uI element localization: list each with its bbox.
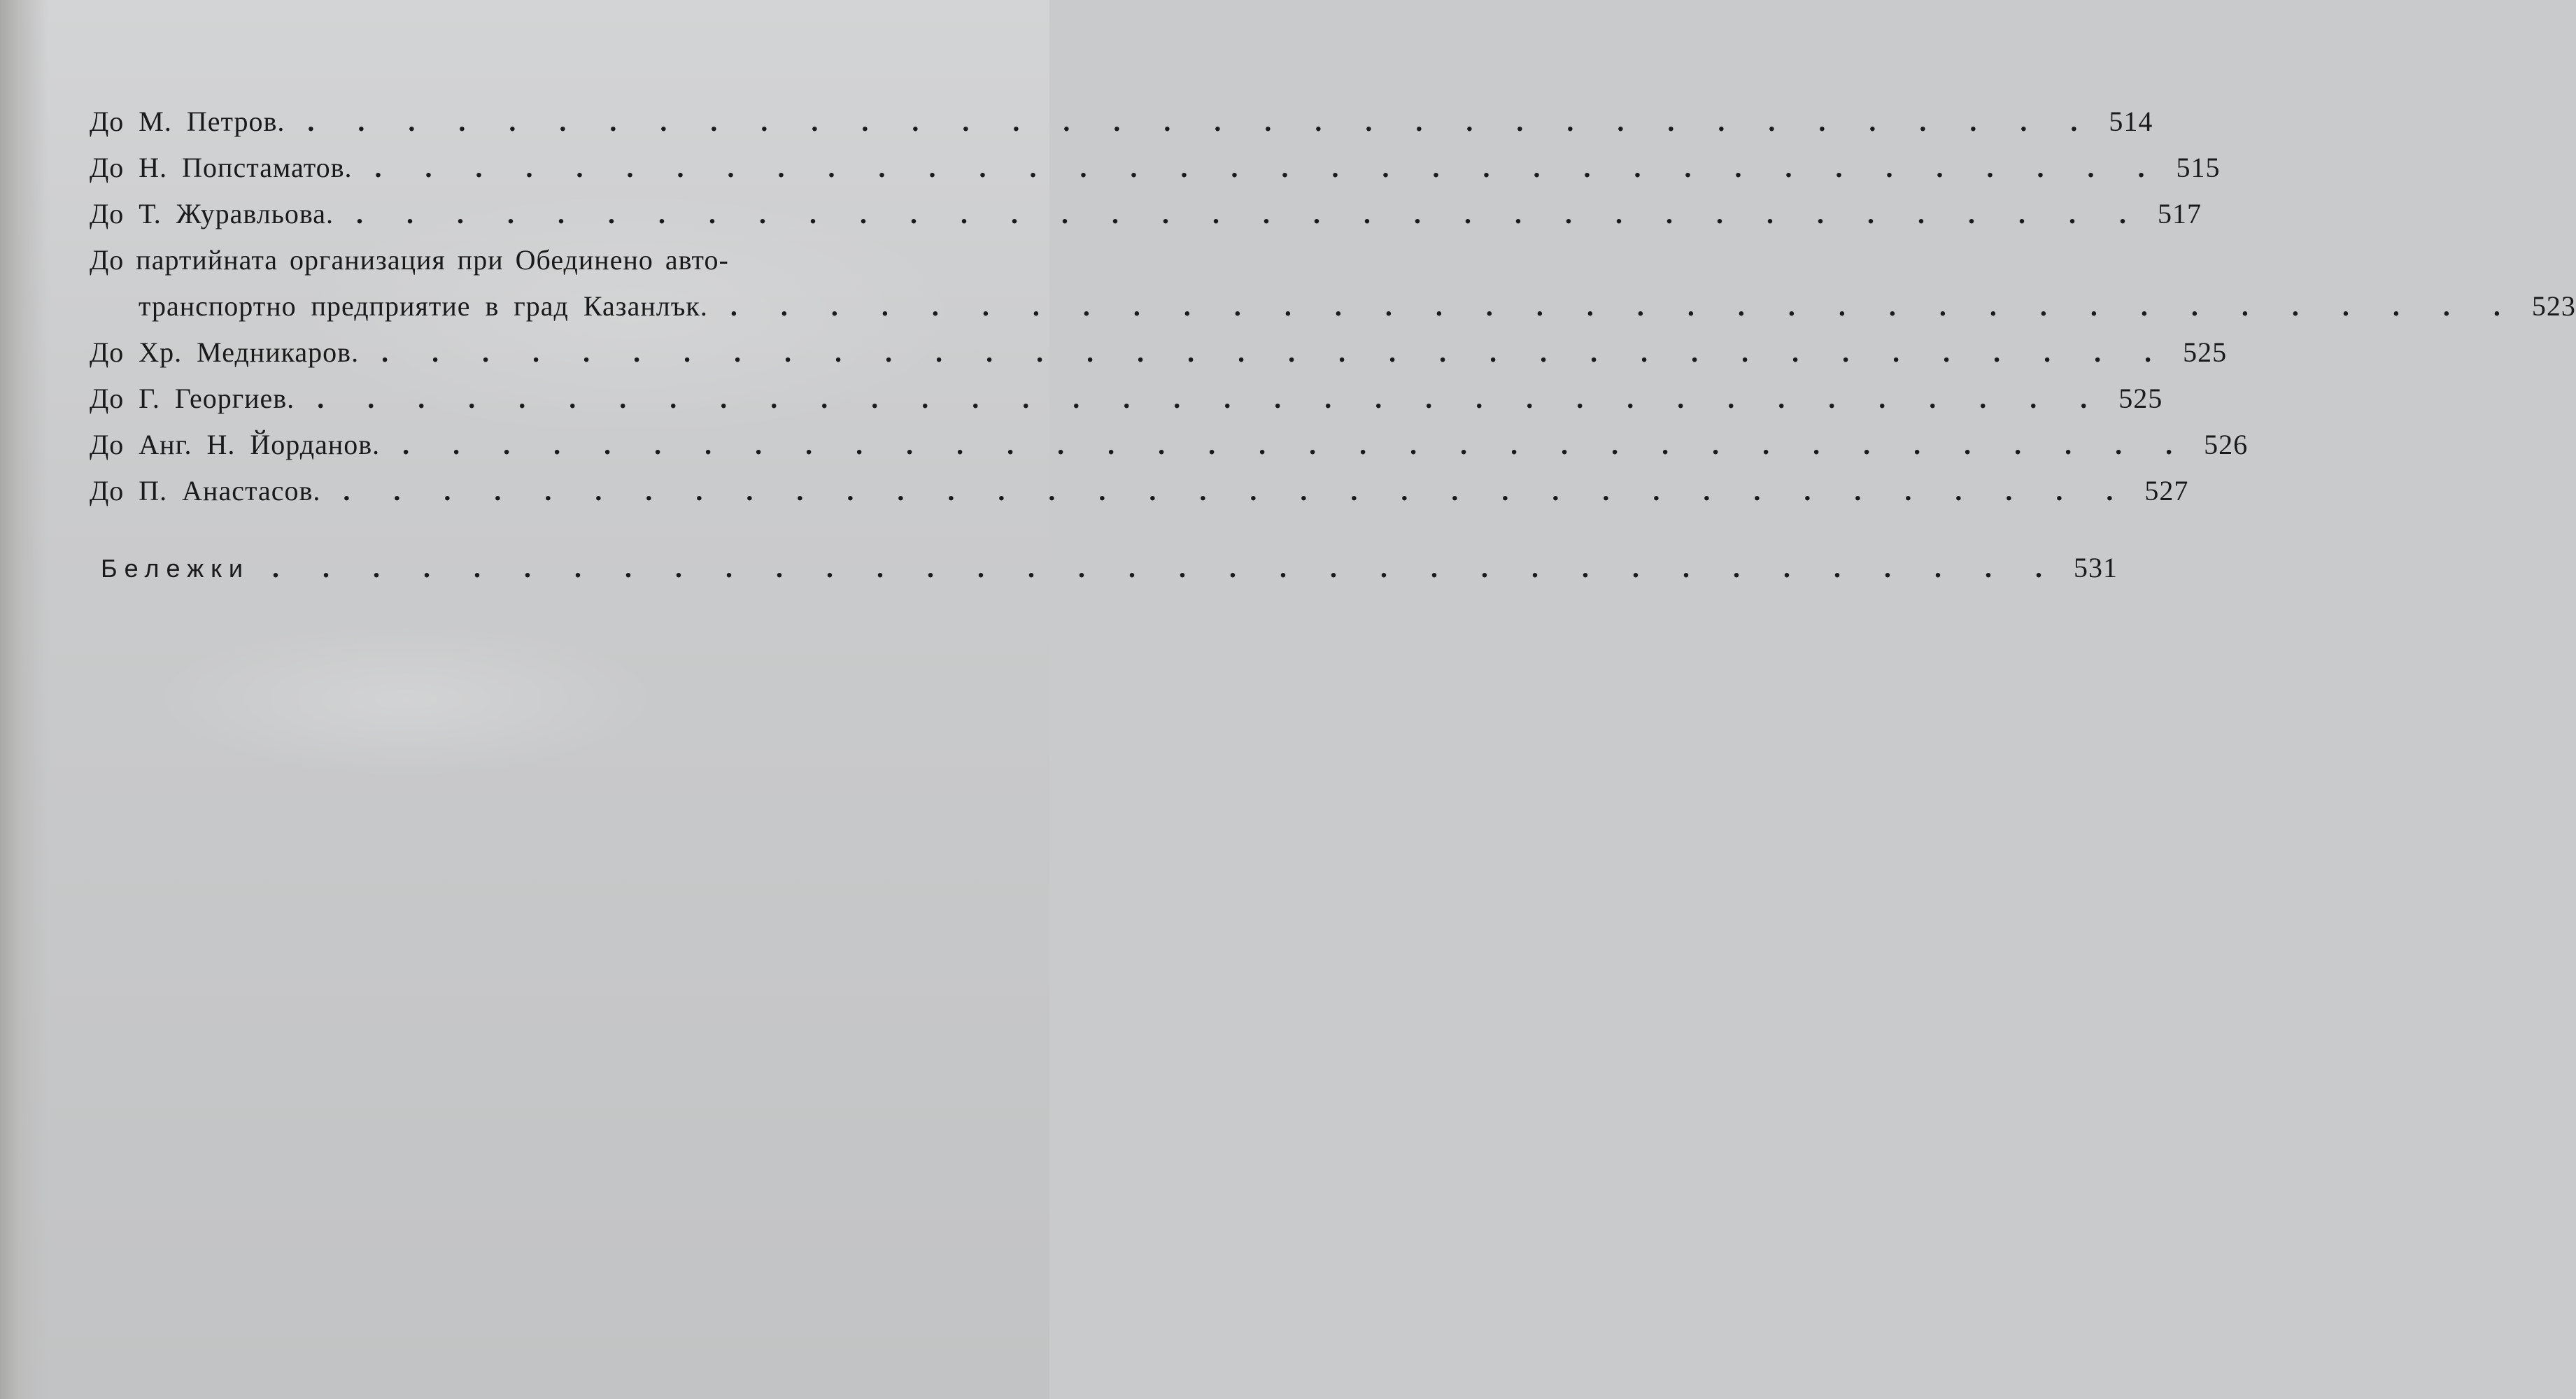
dot-leader: . . . . . . . . . . . . . . . . . . . . . . . . . . . . . . . . . . . . <box>402 429 2191 460</box>
toc-entry-page: 523 <box>2531 290 2576 322</box>
spine-shadow <box>0 0 49 1399</box>
dot-leader: . . . . . . . . . . . . . . . . . . . . . . . . . . . . . . . . . . . . <box>343 475 2132 506</box>
dot-leader: . . . . . . . . . . . . . . . . . . . . . . . . . . . . . . . . . . . . <box>317 383 2106 414</box>
toc-entry-page: 525 <box>2118 383 2163 414</box>
toc-entry-page: 526 <box>2204 429 2249 460</box>
toc-entry-page: 514 <box>2109 106 2153 137</box>
toc-entry-line2 <box>90 290 2576 336</box>
toc-entry <box>90 105 2153 151</box>
toc-notes-title: Бележки <box>101 554 250 583</box>
toc-entry <box>90 474 2189 520</box>
toc-entry-title: До Н. Попстаматов. <box>90 152 353 183</box>
toc-entry-notes <box>90 551 2118 597</box>
toc-entry-page: 527 <box>2144 475 2189 506</box>
toc-entry-page: 517 <box>2158 198 2202 229</box>
toc-entry-title: До Т. Журавльова. <box>90 198 334 229</box>
toc-entry <box>90 151 2221 197</box>
table-of-contents <box>90 105 2576 597</box>
toc-entry-title: До М. Петров. <box>90 106 285 137</box>
dot-leader: . . . . . . . . . . . . . . . . . . . . . . . . . . . . . . . . . . . . <box>272 552 2061 583</box>
toc-entry-title: До Хр. Медникаров. <box>90 336 360 368</box>
toc-entry-line1 <box>90 243 905 290</box>
toc-notes-page: 531 <box>2074 552 2118 583</box>
dot-leader: . . . . . . . . . . . . . . . . . . . . . . . . . . . . . . . . . . . . <box>730 290 2519 322</box>
toc-entry-title-line2: транспортно предприятие в град Казанлък. <box>139 290 708 322</box>
toc-entry-title-line1: До партийната организация при Обединено авто- <box>90 244 729 276</box>
dot-leader: . . . . . . . . . . . . . . . . . . . . . . . . . . . . . . . . . . . . <box>374 152 2163 183</box>
toc-entry <box>90 336 2228 382</box>
toc-entry-title: До Г. Георгиев. <box>90 383 295 414</box>
toc-entry-title: До Анг. Н. Йорданов. <box>90 429 381 460</box>
toc-entry <box>90 197 2202 243</box>
toc-entry <box>90 428 2249 474</box>
dot-leader: . . . . . . . . . . . . . . . . . . . . . . . . . . . . . . . . . . . . <box>356 198 2145 229</box>
toc-entry-page: 525 <box>2183 336 2228 368</box>
toc-entry <box>90 382 2163 428</box>
toc-entry-title: До П. Анастасов. <box>90 475 321 506</box>
dot-leader: . . . . . . . . . . . . . . . . . . . . . . . . . . . . . . . . . . . . <box>381 336 2170 368</box>
dot-leader: . . . . . . . . . . . . . . . . . . . . . . . . . . . . . . . . . . . . <box>307 106 2096 137</box>
toc-entry-page: 515 <box>2176 152 2221 183</box>
